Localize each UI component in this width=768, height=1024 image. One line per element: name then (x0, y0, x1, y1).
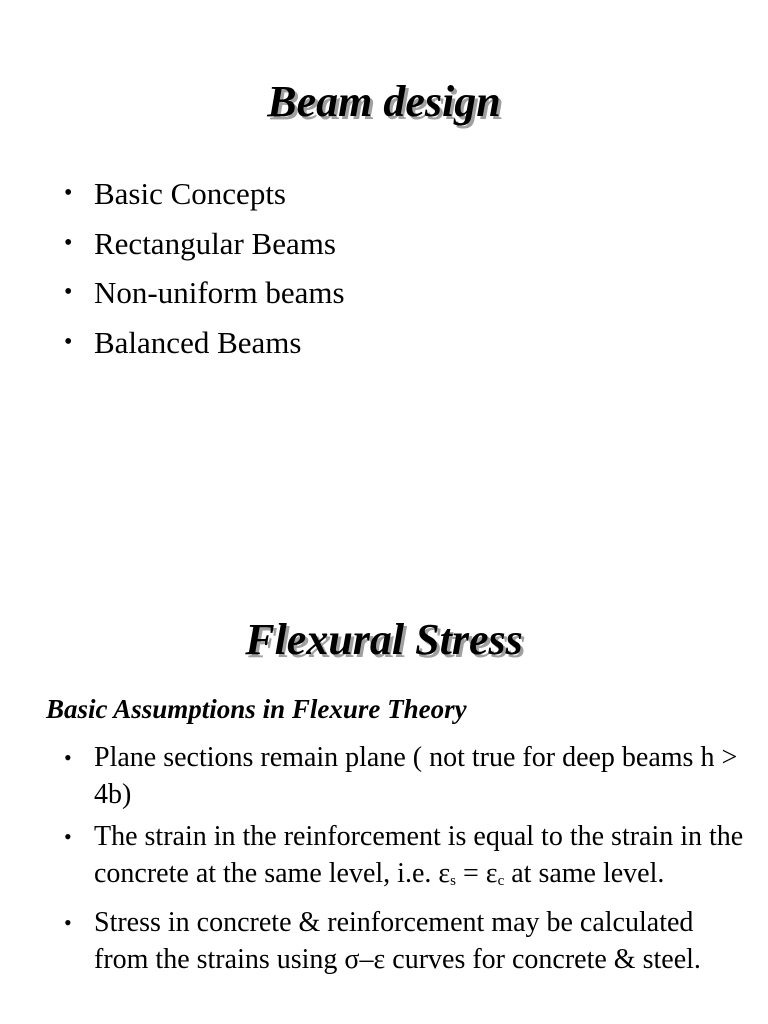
bullet-icon: • (64, 824, 72, 849)
bullet-text: The strain in the reinforcement is equal to the strain in the concrete at the same level, i.e. $\varepsilon_s = \varepsilon_c$ at same level. (94, 821, 744, 889)
bullet-text: Non-uniform beams (94, 275, 345, 310)
slide-subtitle: Basic Assumptions in Flexure Theory (46, 694, 467, 724)
bullet-item (64, 740, 754, 813)
bullet-icon: • (64, 328, 73, 355)
bullet-item (64, 324, 744, 361)
bullet-text: Stress in concrete & reinforcement may be calculated from the strains using σ–ε curves for concrete & steel. (94, 907, 701, 975)
strain-symbol: ε (485, 857, 498, 889)
bullet-list (64, 740, 754, 984)
subscript-s: s (450, 872, 456, 889)
bullet-icon: • (64, 279, 73, 305)
bullet-item (64, 905, 754, 978)
bullet-icon: • (64, 745, 72, 770)
bullet-icon: • (64, 180, 73, 206)
bullet-list (64, 175, 744, 373)
slide-title: Beam design (267, 77, 501, 126)
bullet-item (64, 274, 744, 311)
bullet-item (64, 175, 744, 212)
bullet-item (64, 225, 744, 262)
bullet-text: Plane sections remain plane ( not true for deep beams h > 4b) (94, 742, 738, 810)
subscript-c: c (497, 872, 505, 889)
bullet-icon: • (64, 910, 72, 935)
strain-symbol: ε (438, 857, 451, 889)
bullet-text: Balanced Beams (94, 324, 302, 360)
slide-flexural-stress (0, 512, 768, 1024)
bullet-text: Basic Concepts (94, 176, 286, 211)
bullet-text: Rectangular Beams (94, 225, 336, 261)
bullet-item (64, 819, 754, 899)
slide-title: Flexural Stress (245, 615, 523, 664)
bullet-icon: • (64, 229, 73, 256)
